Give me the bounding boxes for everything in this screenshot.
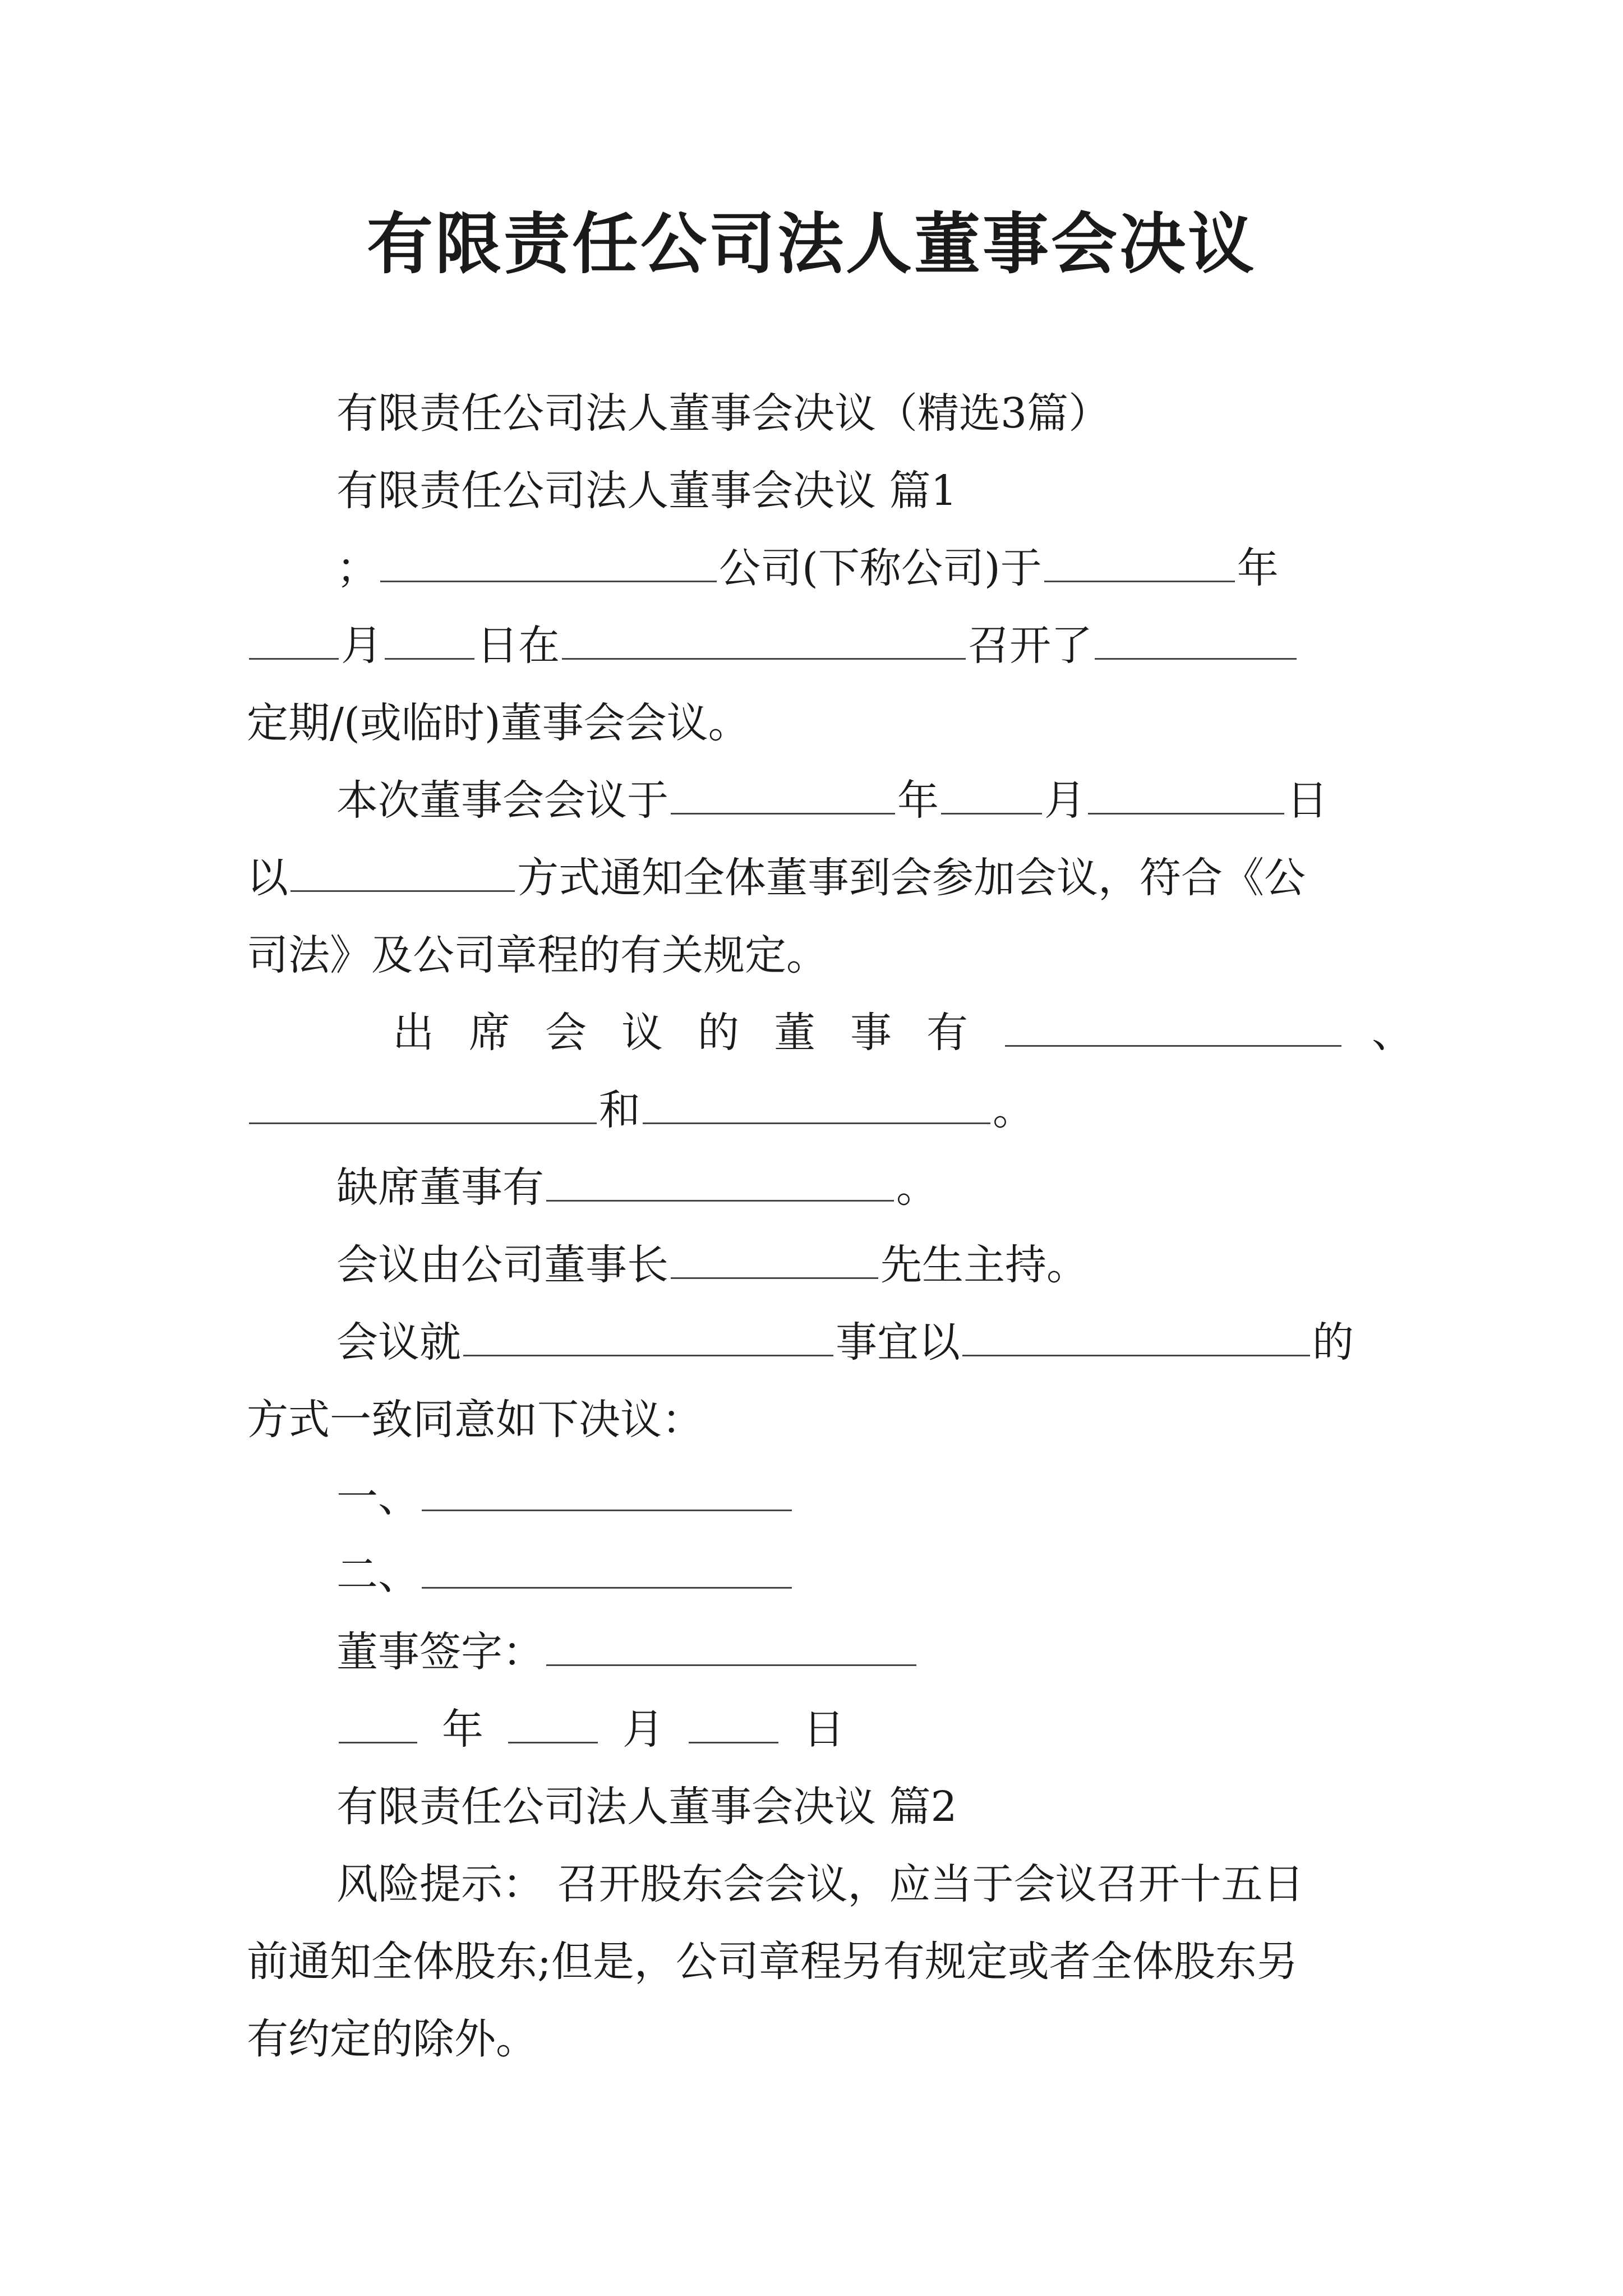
risk-line1: 风险提示： 召开股东会会议，应当于会议召开十五日 <box>336 1860 1304 1908</box>
meeting-type-blank <box>1095 657 1297 660</box>
signature-blank <box>546 1664 916 1666</box>
para2-text-year: 年 <box>897 776 939 825</box>
signature-line <box>336 1628 919 1676</box>
item2-number: 二、 <box>336 1550 419 1599</box>
para1-text-year: 年 <box>1237 544 1279 592</box>
para4-text-end: 。 <box>896 1163 938 1212</box>
resolution-item-2 <box>336 1550 794 1599</box>
attending-director3-blank <box>643 1122 990 1124</box>
para6-text-matter: 事宜以 <box>836 1318 960 1366</box>
para3-text-end: 。 <box>993 1086 1034 1134</box>
attending-director2-blank <box>249 1122 597 1124</box>
signature-label: 董事签字： <box>336 1628 544 1676</box>
para1-text-company: 公司(下称公司)于 <box>719 544 1042 592</box>
para2-text-notice: 本次董事会会议于 <box>336 776 668 825</box>
subtitle: 有限责任公司法人董事会决议（精选3篇） <box>336 389 1110 438</box>
year-blank <box>1044 580 1235 582</box>
para3-text-attend: 出席会议的董事有 <box>393 1009 1003 1057</box>
sign-day-blank <box>689 1741 778 1743</box>
para6-text-on: 会议就 <box>336 1318 461 1366</box>
resolution-item-1 <box>336 1473 794 1521</box>
item1-number: 一、 <box>336 1473 419 1521</box>
voting-method-blank <box>962 1354 1310 1356</box>
para2-text-month: 月 <box>1044 776 1086 825</box>
location-blank <box>562 657 966 660</box>
para1-line1 <box>336 544 1279 592</box>
month-blank <box>249 657 339 660</box>
notice-method-blank <box>291 890 515 892</box>
para3-line1 <box>393 1009 1413 1057</box>
para5-text-preside: 先生主持。 <box>880 1241 1088 1289</box>
para6-text-of: 的 <box>1312 1318 1354 1366</box>
item2-blank <box>422 1586 792 1589</box>
para4-line <box>336 1163 938 1212</box>
para1-text-dayat: 日在 <box>477 622 560 670</box>
matter-blank <box>463 1354 833 1356</box>
notice-day-blank <box>1088 812 1284 815</box>
chairman-name-blank <box>671 1277 878 1279</box>
para5-line <box>336 1241 1088 1289</box>
para1-line2 <box>247 622 1299 670</box>
para6-line1 <box>336 1318 1354 1366</box>
para3-line2 <box>247 1086 1034 1134</box>
para2-text-method: 方式通知全体董事到会参加会议，符合《公 <box>517 854 1306 902</box>
para3-text-comma: 、 <box>1372 1009 1413 1057</box>
para4-text-absent: 缺席董事有 <box>336 1163 544 1212</box>
para6-line2: 方式一致同意如下决议： <box>247 1396 703 1444</box>
risk-line3: 有约定的除外。 <box>247 2015 537 2063</box>
sign-year-blank <box>339 1741 417 1743</box>
date-line <box>336 1705 867 1754</box>
date-day-label: 日 <box>803 1705 845 1754</box>
para1-text-month: 月 <box>341 622 382 670</box>
absent-director-blank <box>546 1199 894 1202</box>
item1-blank <box>422 1509 792 1511</box>
notice-year-blank <box>671 812 895 815</box>
risk-line2: 前通知全体股东;但是，公司章程另有规定或者全体股东另 <box>247 1938 1298 1986</box>
para2-line2 <box>247 854 1306 902</box>
date-month-label: 月 <box>623 1705 664 1754</box>
part2-heading: 有限责任公司法人董事会决议 篇2 <box>336 1783 957 1831</box>
notice-month-blank <box>941 812 1042 815</box>
sign-month-blank <box>508 1741 598 1743</box>
para3-text-and: 和 <box>599 1086 640 1134</box>
attending-director1-blank <box>1005 1045 1341 1047</box>
date-year-label: 年 <box>442 1705 483 1754</box>
day-blank <box>385 657 474 660</box>
para2-text-by: 以 <box>247 854 288 902</box>
para2-text-day: 日 <box>1287 776 1328 825</box>
document-title: 有限责任公司法人董事会决议 <box>366 205 1256 283</box>
para5-text-chair: 会议由公司董事长 <box>336 1241 668 1289</box>
part1-heading: 有限责任公司法人董事会决议 篇1 <box>336 467 957 515</box>
para1-text-held: 召开了 <box>968 622 1092 670</box>
para1-line3: 定期/(或临时)董事会会议。 <box>247 699 750 747</box>
para1-semicolon: ； <box>336 544 378 592</box>
company-name-blank <box>380 580 717 582</box>
para2-line1 <box>336 776 1328 825</box>
para2-line3: 司法》及公司章程的有关规定。 <box>247 931 828 979</box>
